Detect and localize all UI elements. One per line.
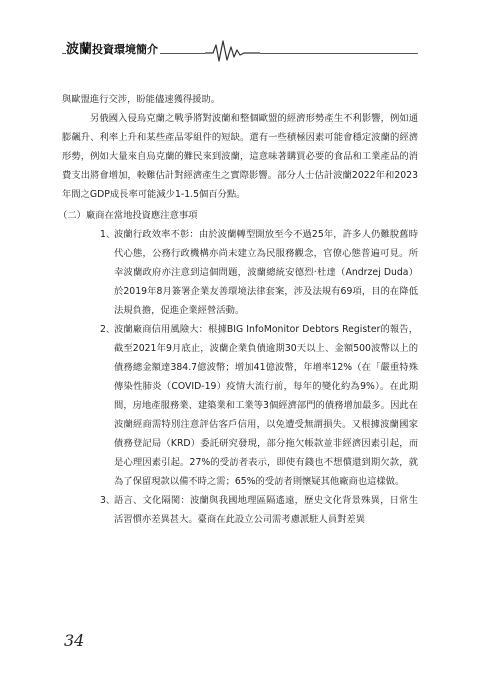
header-title [66,38,160,57]
list-item [62,225,418,320]
header-title-sub: 投資環境簡介 [92,43,159,56]
paragraph-1: 與歐盟進行交涉，盼能儘速獲得援助。 [62,94,221,105]
paragraph-2: 另俄國入侵烏克蘭之戰爭將對波蘭和整個歐盟的經濟形勢產生不利影響，例如通膨飆升、利率上升和某些產品零組件的短缺。還有一些積極因素可能會穩定波蘭的經濟形勢，例如大量來自烏克蘭的難民來到波蘭，這意味著購買必要的食品和工業產品的消費支出將會增加，較難估計對經濟產生之實際影響。部分人士估計波蘭2022年和2023年間之GDP成長率可能減少1-1.5個百分點。 [62,113,418,200]
page-header [0,0,480,70]
header-title-main: 波蘭 [66,42,93,57]
list-item-number: 2、 [100,324,116,335]
list-item [62,491,418,529]
list-item-number: 3、 [100,495,116,506]
page-number: 34 [64,631,85,650]
section-heading: （二）廠商在當地投資應注意事項 [58,210,198,221]
list-item-text: 語言、文化隔閡：波蘭與我國地理區隔遙遠，歷史文化背景殊異，日常生活習慣亦差異甚大。臺商在此設立公司需考慮派駐人員對差異 [114,495,418,525]
heartbeat-wave-icon [205,38,260,64]
page-content [58,90,418,529]
list-item-text: 波蘭行政效率不彰：由於波蘭轉型開放至今不過25年，許多人仍難脫舊時代心態，公務行政機構亦尚未建立為民服務觀念，官僚心態普遍可見。所幸波蘭政府亦注意到這個問題，波蘭總統安德烈·杜達（Andrzej Duda）於2019年8月簽署企業友善環境法律套案，涉及法規有69項，目的在降低法規負擔，促進企業經營活動。 [114,229,418,316]
list-item [62,320,418,491]
list-item-text: 波蘭廠商信用風險大：根據BIG InfoMonitor Debtors Register的報告，截至2021年9月底止，波蘭企業負債逾期30天以上、金額500波幣以上的債務總金額達384.7億波幣；增加41億波幣，年增率12%（在「嚴重特殊傳染性肺炎（COVID-19）疫情大流行前，每年的變化約為9%）。在此期間，房地產服務業、建築業和工業等3個經濟部門的債務增加最多。因此在波蘭經商需特別注意評估客戶信用，以免遭受無謂損失。又根據波蘭國家債務登記局（KRD）委託研究發現，部分拖欠帳款並非經濟因素引起，而是心理因素引起。27%的受訪者表示，即使有錢也不想償還到期欠款，就為了保留現款以備不時之需；65%的受訪者則懷疑其他廠商也這樣做。 [114,324,418,487]
list-item-number: 1、 [100,229,116,240]
